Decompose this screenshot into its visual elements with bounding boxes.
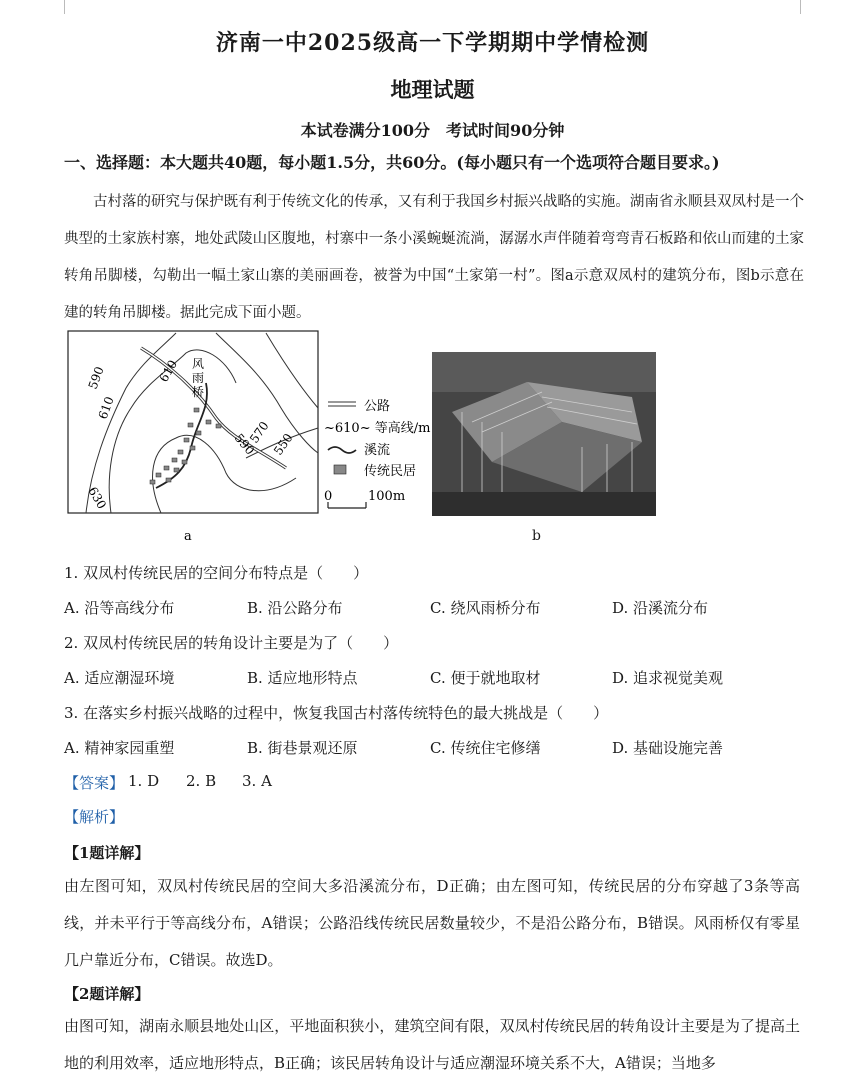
scale-zero: 0 [324, 489, 333, 504]
contour-map [66, 328, 436, 548]
bridge-label: 桥 [192, 385, 205, 399]
section-heading: 一、选择题：本大题共40题，每小题1.5分，共60分。(每小题只有一个选项符合题目要求。) [64, 153, 720, 172]
legend-contour: ~610~ 等高线/m [324, 421, 431, 436]
exam-info: 本试卷满分100分 考试时间90分钟 [300, 121, 565, 140]
figure-a-label: a [184, 529, 192, 544]
legend-road: 公路 [364, 399, 391, 414]
stilted-building-photo [432, 352, 656, 516]
contour-label: 590 [231, 430, 258, 458]
answer-3: 3. A [242, 772, 272, 790]
q1-detail-text: 由左图可知，双凤村传统民居的空间大多沿溪流分布，D正确；由左图可知，传统民居的分布穿越了3条等高线，并未平行于等高线分布，A错误；公路沿线传统民居数量较少，不是沿公路分布，B错误。风雨桥仅有零星几户靠近分布，C错误。故选D。 [64, 877, 800, 969]
exam-title: 济南一中2025级高一下学期期中学情检测 [215, 30, 650, 56]
question-2-option-d: D. 追求视觉美观 [612, 669, 724, 687]
question-3-option-d: D. 基础设施完善 [612, 739, 724, 757]
page-corner-mark [64, 0, 65, 14]
figure-a [66, 328, 436, 548]
scale-length: 100m [368, 489, 406, 504]
q1-detail-heading: 【1题详解】 [64, 844, 150, 862]
page-corner-mark [800, 0, 801, 14]
question-1-stem: 1. 双凤村传统民居的空间分布特点是（ ） [64, 564, 369, 582]
traditional-houses [150, 408, 221, 484]
answer-1: 1. D [128, 772, 160, 790]
intro-paragraph: 古村落的研究与保护既有利于传统文化的传承，又有利于我国乡村振兴战略的实施。湖南省永顺县双凤村是一个典型的土家族村寨，地处武陵山区腹地，村寨中一条小溪蜿蜒流淌，潺潺水声伴随着弯弯青石板路和依山而建的土家转角吊脚楼，勾勒出一幅土家山寨的美丽画卷，被誉为中国“土家第一村”。图a示意双凤村的建筑分布，图b示意在建的转角吊脚楼。据此完成下面小题。 [64, 194, 804, 321]
question-2-stem: 2. 双凤村传统民居的转角设计主要是为了（ ） [64, 634, 399, 652]
question-1-option-c: C. 绕风雨桥分布 [430, 599, 541, 617]
legend-houses: 传统民居 [364, 464, 417, 479]
answer-2: 2. B [186, 772, 217, 790]
q2-detail-heading: 【2题详解】 [64, 985, 150, 1003]
question-2-option-c: C. 便于就地取材 [430, 669, 541, 687]
question-1-option-a: A. 沿等高线分布 [64, 599, 175, 617]
question-1-option-d: D. 沿溪流分布 [612, 599, 709, 617]
exam-subject: 地理试题 [390, 77, 475, 102]
answer-tag: 【答案】 [64, 774, 125, 792]
contour-label: 610 [95, 394, 117, 422]
contour-label: 610 [156, 357, 181, 385]
bridge-label: 风 [192, 357, 205, 371]
question-3-option-a: A. 精神家园重塑 [64, 739, 175, 757]
question-2-option-b: B. 适应地形特点 [247, 669, 358, 687]
contour-label: 570 [246, 418, 272, 446]
contour-label: 590 [85, 364, 107, 392]
question-2-option-a: A. 适应潮湿环境 [64, 669, 175, 687]
analysis-tag: 【解析】 [64, 808, 125, 826]
q2-detail-text: 由图可知，湖南永顺县地处山区，平地面积狭小，建筑空间有限，双凤村传统民居的转角设计主要是为了提高土地的利用效率，适应地形特点，B正确；该民居转角设计与适应潮湿环境关系不大，A错误；当地多 [64, 1017, 800, 1072]
figure-b-photo [432, 352, 656, 516]
bridge-label: 雨 [192, 371, 205, 385]
question-3-option-b: B. 街巷景观还原 [247, 739, 358, 757]
question-1-option-b: B. 沿公路分布 [247, 599, 343, 617]
question-3-stem: 3. 在落实乡村振兴战略的过程中，恢复我国古村落传统特色的最大挑战是（ ） [64, 704, 609, 722]
contour-label: 550 [270, 430, 296, 458]
figure-b-label: b [532, 528, 541, 544]
question-3-option-c: C. 传统住宅修缮 [430, 739, 541, 757]
legend-stream: 溪流 [364, 443, 391, 458]
contour-label: 630 [85, 484, 109, 512]
